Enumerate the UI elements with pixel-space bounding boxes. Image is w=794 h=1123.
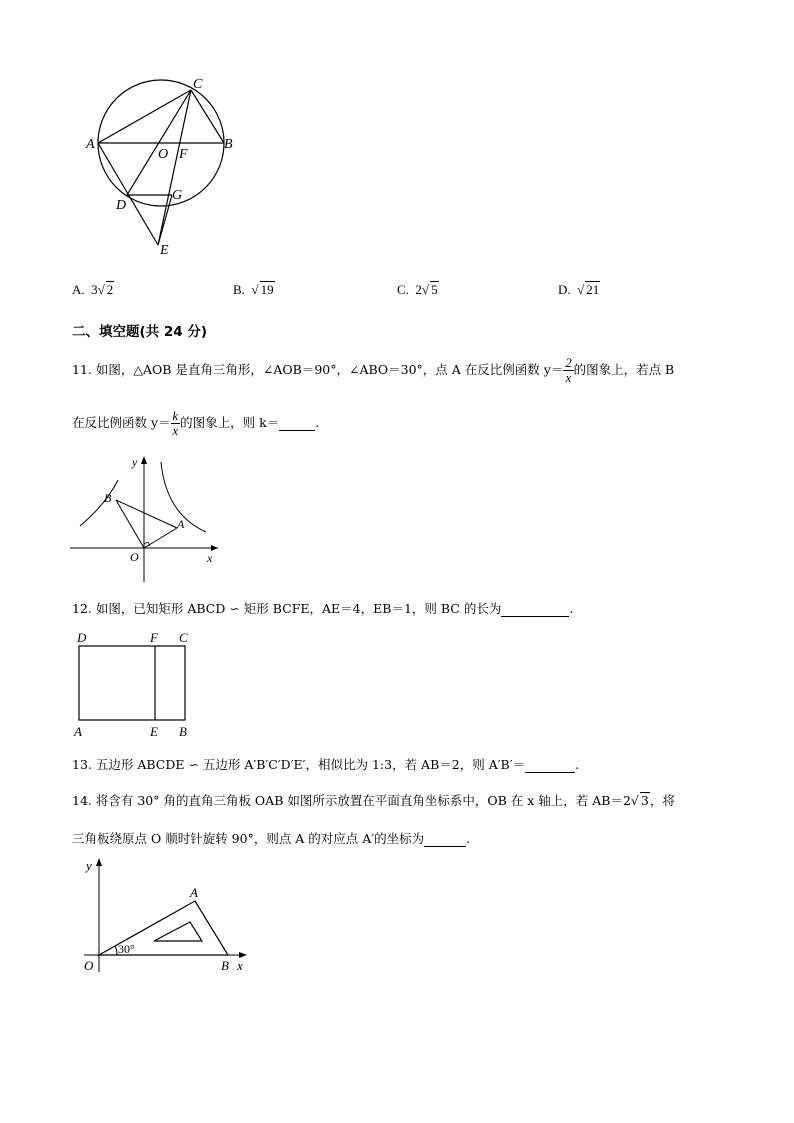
label-O: O [158,147,169,162]
q11-label-A: A [177,517,185,531]
option-c[interactable]: C. 2√ 5 [397,282,438,297]
q14-line2: 三角板绕原点 O 顺时针旋转 90°，则点 A 的对应点 A′的坐标为 . [72,831,471,846]
q14-figure [80,854,255,976]
option-b[interactable]: B. √ 19 [233,282,274,297]
q12-figure [70,628,200,742]
q11-label-B: B [104,491,112,505]
label-G: G [172,188,183,203]
q12-answer-blank[interactable] [501,601,569,617]
label-D: D [116,198,127,213]
q11-figure [66,452,226,584]
circle-figure [80,70,250,260]
q14-label-B: B [221,958,229,973]
q14-line1: 14. 将含有 30° 角的直角三角板 OAB 如图所示放置在平面直角坐标系中，OB 在 x 轴上，若 AB＝2√ 3，将 [72,793,675,808]
q14-answer-blank[interactable] [424,831,466,847]
label-F: F [179,147,188,162]
section-title: 二、填空题(共 24 分) [72,324,208,340]
q13-line: 13. 五边形 ABCDE ∽ 五边形 A′B′C′D′E′，相似比为 1:3，若 AB＝2，则 A′B′＝ . [72,757,580,772]
label-A: A [86,137,95,152]
q11-label-y: y [132,455,138,469]
q12-label-F: F [150,630,158,645]
q12-label-D: D [77,630,87,645]
q11-line1: 11. 如图，△AOB 是直角三角形，∠AOB＝90°，∠ABO＝30°，点 A 在反比例函数 y＝ $\frac{2}{x}$ 的图象上，若点 B [72,356,675,385]
q11-label-O: O [130,550,139,564]
q14-label-y: y [86,858,92,873]
label-E: E [160,243,169,258]
q12-label-C: C [179,630,188,645]
q11-line2: 在反比例函数 y＝ $\frac{k}{x}$ 的图象上，则 k＝ . [72,409,320,438]
q14-label-x: x [237,958,243,973]
q14-label-angle: 30° [118,942,135,956]
q12-label-A: A [74,724,82,739]
label-B: B [224,137,233,152]
label-C: C [193,77,203,92]
q12-line: 12. 如图，已知矩形 ABCD ∽ 矩形 BCFE，AE＝4，EB＝1，则 BC 的长为 . [72,601,574,616]
q11-answer-blank[interactable] [279,415,315,431]
q11-label-x: x [207,551,213,565]
q14-label-A: A [190,885,198,900]
q12-label-B: B [179,724,187,739]
q13-answer-blank[interactable] [525,757,575,773]
option-d[interactable]: D. √ 21 [558,282,600,297]
q14-label-O: O [84,958,94,973]
option-a[interactable]: A. 3√ 2 [72,282,114,297]
q12-label-E: E [150,724,158,739]
